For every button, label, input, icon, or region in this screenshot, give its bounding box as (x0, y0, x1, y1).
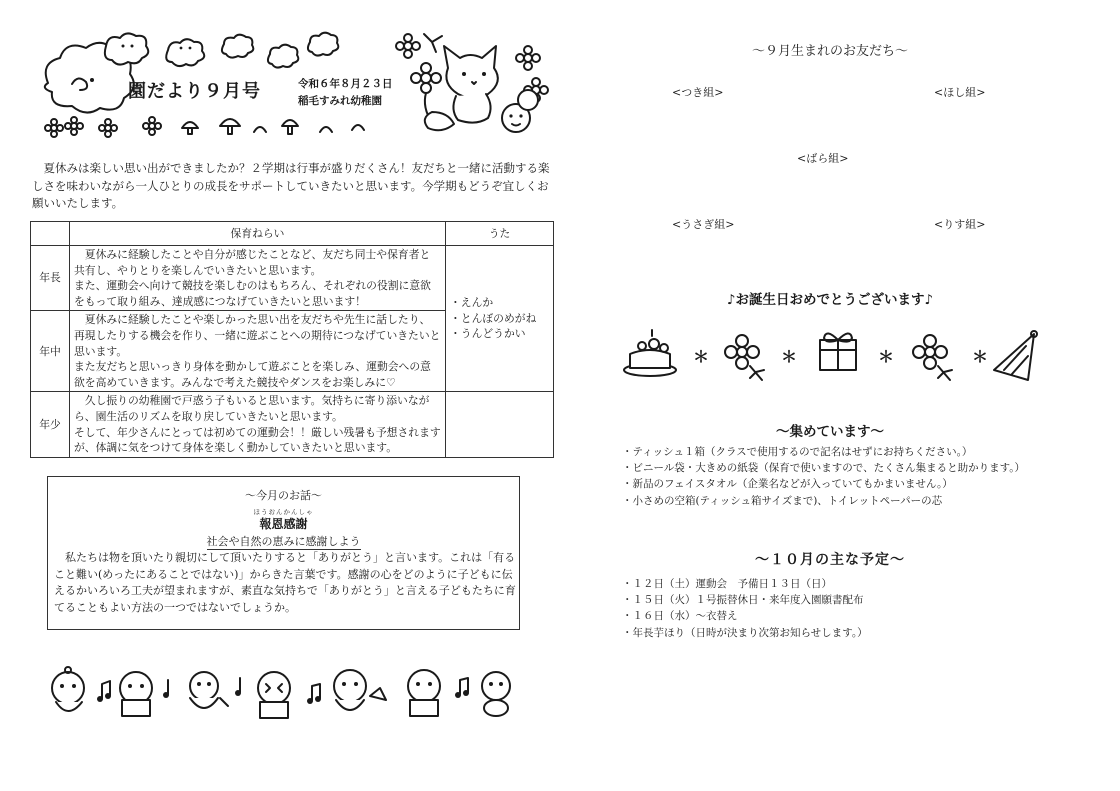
song-item: ・うんどうかい (450, 327, 526, 341)
table-row (31, 392, 554, 457)
separator-star: ＊ (781, 347, 798, 366)
birthday-congrats: ♪お誕生日おめでとうございます♪ (726, 292, 934, 308)
mushroom-icon (182, 122, 198, 134)
cloud-icon (166, 39, 204, 66)
list-item: ・年長芋ほり（日時が決まり次第お知らせします。） (622, 626, 868, 639)
story-title: 報恩感謝 (259, 517, 308, 531)
list-item: ・新品のフェイスタオル（企業名などが入っていてもかまいません。） (622, 478, 953, 491)
animal-icon (258, 672, 290, 718)
aims-paragraph: 夏休みに経験したことや自分が感じたことなど、友だち同士や保育者と共有し、やりとりを楽しんでいきたいと思います。 (74, 248, 431, 277)
table-header-row (31, 222, 554, 246)
music-note-icon (97, 681, 111, 702)
music-note-icon (455, 678, 469, 698)
music-note-icon (307, 684, 321, 704)
grade-column-header (31, 222, 70, 246)
songs-cell (446, 246, 554, 392)
fox-icon (425, 46, 498, 130)
aims-paragraph: 久し振りの幼稚園で戸惑う子もいると思います。気持ちに寄り添いながら、園生活のリズムを取り戻していきたいと思います。 (74, 394, 430, 423)
gift-icon (820, 333, 856, 370)
flower-bouquet-icon (725, 335, 764, 380)
aims-column-header: 保育ねらい (70, 222, 446, 246)
separator-star: ＊ (972, 347, 989, 366)
cloud-icon (222, 35, 253, 58)
school-name: 稲毛すみれ幼稚園 (298, 95, 382, 107)
page-title: 園だより９月号 (128, 81, 261, 102)
class-label-bara: <ばら組> (797, 152, 849, 165)
birthday-heading: ～９月生まれのお友だち～ (751, 44, 908, 59)
aims-paragraph: また友だちと思いっきり身体を動かして遊ぶことを楽しみ、運動会への意欲を高めていきます。みんなで考えた競技やダンスをお楽しみに♡ (74, 360, 431, 389)
animal-icon (190, 672, 228, 708)
flower-bouquet-icon (913, 335, 952, 380)
aims-cell (70, 246, 446, 311)
goals-table (30, 221, 554, 458)
grade-cell: 年長 (31, 246, 70, 311)
animal-icon (52, 667, 84, 711)
animal-icon (334, 670, 386, 710)
aims-paragraph: そして、年少さんにとっては初めての運動会！！厳しい残暑も予想されますが、体調に気をつけて身体を楽しく動かしていきたいと思います。 (74, 425, 441, 455)
intro-paragraph: 夏休みは楽しい思い出ができましたか？２学期は行事が盛りだくさん！友だちと一緒に活動する楽しさを味わいながら一人ひとりの成長をサポートしていきたいと思います。今学期もどうぞ宜しくお願いいたします。 (32, 161, 550, 210)
separator-star: ＊ (693, 347, 710, 366)
list-item: ・小さめの空箱(ティッシュ箱サイズまで)、トイレットペーパーの芯 (622, 494, 943, 507)
aims-paragraph: また、運動会へ向けて競技を楽しむのはもちろん、それぞれの役割に意欲をもって取り組み、達成感につなげていきたいと思います！ (74, 279, 431, 308)
song-item: ・とんぼのめがね (450, 311, 537, 325)
empty-cell (446, 392, 554, 457)
flower-row (45, 117, 364, 137)
aims-paragraph: 夏休みに経験したことや楽しかった思い出を友だちや先生に話したり、再現したりする機会を作り、一緒に遊ぶことへの期待につなげていきたいと思います。 (74, 313, 441, 358)
header-illustration (28, 28, 558, 146)
collecting-list (622, 444, 1102, 509)
separator-star: ＊ (878, 347, 895, 366)
story-subtitle (48, 533, 519, 549)
class-label-tsuki: <つき組> (672, 86, 724, 99)
grade-cell: 年中 (31, 311, 70, 392)
animal-icon (502, 90, 538, 132)
list-item: ・１５日（火）１号振替休日・来年度入園願書配布 (622, 594, 864, 607)
story-subtitle-text: 社会や自然の恵みに感謝しよう (206, 535, 361, 548)
song-item: ・えんか (450, 296, 494, 310)
flower-icon (516, 46, 540, 70)
story-title-ruby: ほうおんかんしゃ (253, 508, 314, 516)
schedule-heading: ～１０月の主な予定～ (755, 552, 905, 568)
mushroom-icon (220, 119, 240, 134)
cloud-icon (105, 33, 148, 64)
class-label-hoshi: <ほし組> (934, 86, 986, 99)
list-item: ・１６日（水）～衣替え (622, 610, 738, 623)
list-item: ・１２日（土）運動会 予備日１３日（日） (622, 578, 832, 590)
list-item: ・ティッシュ１箱（クラスで使用するので記名はせずにお持ちください。） (622, 446, 973, 458)
party-hat-icon (994, 331, 1037, 380)
class-label-usagi: <うさぎ組> (672, 218, 735, 231)
schedule-list (622, 576, 1082, 641)
list-item: ・ビニール袋・大きめの紙袋（保育で使いますので、たくさん集まると助かります。） (622, 462, 1025, 475)
collecting-heading: ～集めています～ (776, 424, 884, 440)
animal-icon (408, 670, 440, 716)
cake-icon (624, 330, 676, 376)
animal-icon (120, 672, 152, 716)
table-row (31, 246, 554, 311)
story-heading: ～今月のお話～ (245, 489, 322, 502)
cloud-icon (308, 33, 338, 56)
flower-icon (424, 34, 442, 52)
class-label-risu: <りす組> (934, 218, 986, 231)
cloud-icon (268, 45, 298, 68)
issue-date: 令和６年８月２３日 (298, 78, 393, 90)
grade-cell: 年少 (31, 392, 70, 457)
music-note-icon (235, 678, 241, 696)
story-body: 私たちは物を頂いたり親切にして頂いたりすると「ありがとう」と言います。これは「有ること難い(めったにあることではない)」からきた言葉です。感謝の心をどのように子どもに伝えるかいろいろ工夫が望まれますが、素直な気持ちで「ありがとう」と言える子どもたちに育てることもよい方法の一つではないでしょうか。 (54, 551, 516, 614)
flower-icon (396, 34, 420, 58)
aims-cell (70, 392, 446, 457)
music-note-icon (163, 680, 169, 698)
mushroom-icon (282, 120, 298, 134)
songs-column-header: うた (446, 222, 554, 246)
animal-icon (482, 672, 510, 716)
story-box (47, 476, 520, 630)
music-animals-illustration (44, 662, 524, 724)
aims-cell (70, 311, 446, 392)
